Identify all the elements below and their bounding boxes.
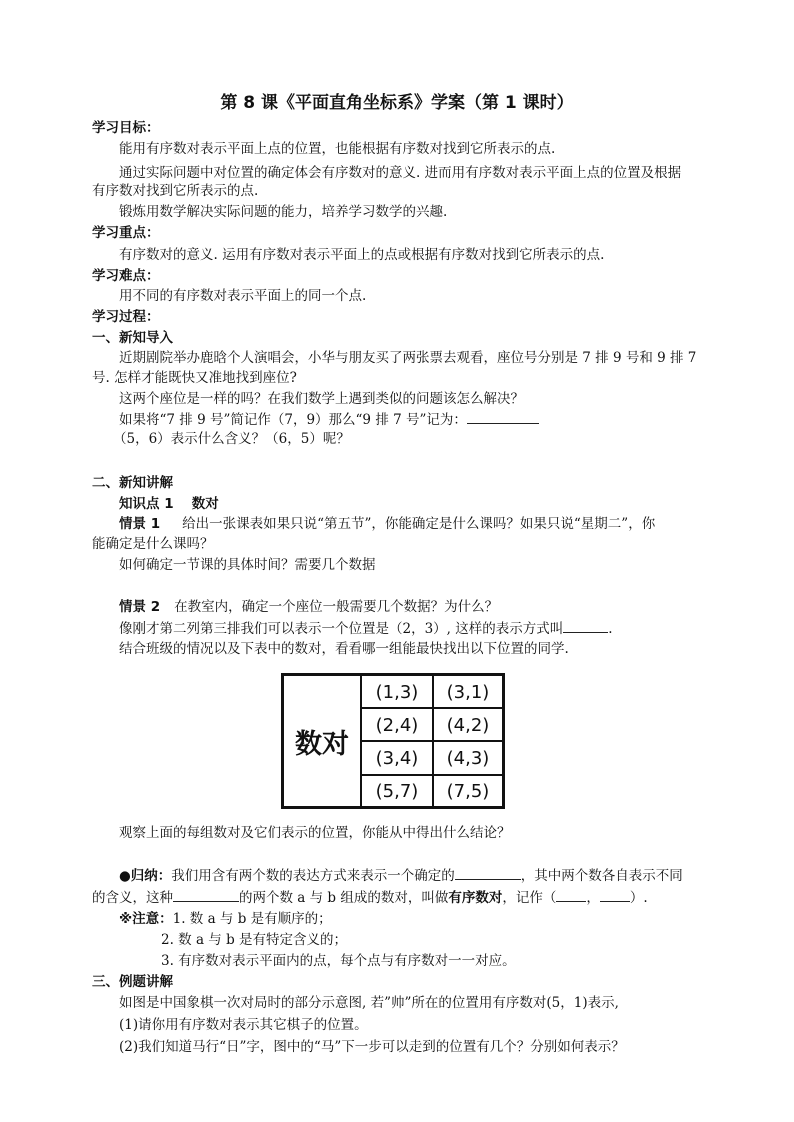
summary-line-2 — [92, 888, 648, 907]
scenario-2-label: 情景 2 — [119, 599, 161, 615]
scenario-2-line-2-text: 像刚才第二列第三排我们可以表示一个位置是（2，3）, 这样的表示方式叫 — [119, 621, 564, 637]
scenario-1-line-1 — [119, 515, 655, 533]
goal-1: 能用有序数对表示平面上点的位置，也能根据有序数对找到它所表示的点. — [119, 141, 556, 157]
answer-blank[interactable] — [600, 888, 630, 902]
table-cell: (3,1) — [446, 681, 490, 703]
summary-text-3: 的含义，这种 — [92, 890, 173, 906]
note-3: 3. 有序数对表示平面内的点，每个点与有序数对一一对应。 — [161, 953, 516, 969]
scenario-2-line-2: 像刚才第二列第三排我们可以表示一个位置是（2，3）, 这样的表示方式叫 . — [119, 621, 613, 637]
intro-para-line-1: 近期剧院举办鹿晗个人演唱会，小华与朋友买了两张票去观看，座位号分别是 7 排 9 号和 9 排 7 — [119, 350, 697, 366]
note-line-1 — [119, 910, 332, 928]
summary-text-2: ，其中两个数各自表示不同 — [520, 868, 683, 884]
table-heading: 数对 — [284, 676, 362, 806]
page-title: 第 8 课《平面直角坐标系》学案（第 1 课时） — [220, 93, 574, 113]
scenario-2-line-1 — [119, 598, 498, 616]
note-2: 2. 数 a 与 b 是有特定含义的； — [161, 932, 348, 948]
difficulty-text: 用不同的有序数对表示平面上的同一个点. — [119, 288, 367, 304]
section-2-heading: 二、新知讲解 — [92, 475, 173, 491]
scenario-1-line-3: 如何确定一节课的具体时间？需要几个数据 — [119, 557, 376, 573]
summary-text-4: 的两个数 a 与 b 组成的数对，叫做 — [239, 890, 449, 906]
table-cell: (2,4) — [375, 714, 419, 736]
table-cell: (5,7) — [375, 780, 419, 802]
process-heading: 学习过程： — [92, 309, 160, 325]
goal-2-line-1: 通过实际问题中对位置的确定体会有序数对的意义. 进而用有序数对表示平面上点的位置及根据 — [119, 165, 682, 181]
scenario-1-label: 情景 1 — [119, 516, 161, 532]
table-cell: (1,3) — [375, 681, 419, 703]
answer-blank[interactable] — [467, 410, 539, 424]
intro-question-2 — [119, 410, 539, 429]
goal-2-line-2: 有序数对找到它所表示的点. — [92, 183, 259, 199]
goal-3: 锻炼用数学解决实际问题的能力，培养学习数学的兴趣. — [119, 204, 448, 220]
note-label: ※注意： — [119, 911, 173, 927]
answer-blank[interactable] — [173, 888, 239, 902]
intro-question-2-text: 如果将“7 排 9 号”简记作（7，9）那么“9 排 7 号”记为： — [119, 412, 467, 428]
summary-text-5: ，记作（ — [502, 890, 557, 906]
summary-line-1 — [119, 866, 683, 885]
example-question-1: (1)请你用有序数对表示其它棋子的位置。 — [119, 1017, 368, 1033]
section-1-heading: 一、新知导入 — [92, 330, 173, 346]
note-1: 1. 数 a 与 b 是有顺序的； — [172, 911, 332, 927]
scenario-2-line-3: 结合班级的情况以及下表中的数对，看看哪一组能最快找出以下位置的同学. — [119, 641, 569, 657]
table-cell: (7,5) — [446, 780, 490, 802]
table-cell: (3,4) — [375, 747, 419, 769]
goals-heading: 学习目标： — [92, 120, 160, 136]
summary-label: ●归纳： — [119, 868, 172, 884]
ordered-pair-term: 有序数对 — [448, 890, 503, 906]
answer-blank[interactable] — [563, 619, 608, 633]
observe-question: 观察上面的每组数对及它们表示的位置，你能从中得出什么结论？ — [119, 825, 511, 841]
intro-para-line-2: 号. 怎样才能既快又准地找到座位? — [92, 370, 297, 386]
summary-comma: ， — [586, 890, 600, 906]
scenario-2-text: 在教室内，确定一个座位一般需要几个数据？为什么？ — [174, 599, 499, 615]
summary-text-1: 我们用含有两个数的表达方式来表示一个确定的 — [171, 868, 455, 884]
answer-blank[interactable] — [455, 866, 521, 880]
answer-blank[interactable] — [556, 888, 586, 902]
table-cell: (4,3) — [446, 747, 490, 769]
example-question-2: (2)我们知道马行“日”字，图中的“马”下一步可以走到的位置有几个？分别如何表示？ — [119, 1039, 625, 1055]
difficulty-heading: 学习难点： — [92, 268, 160, 284]
example-intro: 如图是中国象棋一次对局时的部分示意图, 若”帅”所在的位置用有序数对(5，1)表示, — [119, 995, 619, 1011]
intro-question-3: （5，6）表示什么含义？（6，5）呢？ — [113, 431, 350, 447]
scenario-1-text: 给出一张课表如果只说“第五节”，你能确定是什么课吗？如果只说“星期二”，你 — [182, 516, 656, 532]
key-points-heading: 学习重点： — [92, 225, 160, 241]
table-cell: (4,2) — [446, 714, 490, 736]
number-pair-table — [281, 673, 505, 809]
key-points-text: 有序数对的意义. 运用有序数对表示平面上的点或根据有序数对找到它所表示的点. — [119, 247, 605, 263]
intro-question-1: 这两个座位是一样的吗？在我们数学上遇到类似的问题该怎么解决？ — [119, 391, 524, 407]
summary-text-6: ）. — [629, 890, 648, 906]
scenario-1-line-2: 能确定是什么课吗？ — [92, 536, 214, 552]
section-3-heading: 三、例题讲解 — [92, 974, 173, 990]
knowledge-point-1: 知识点 1 数对 — [119, 496, 219, 512]
